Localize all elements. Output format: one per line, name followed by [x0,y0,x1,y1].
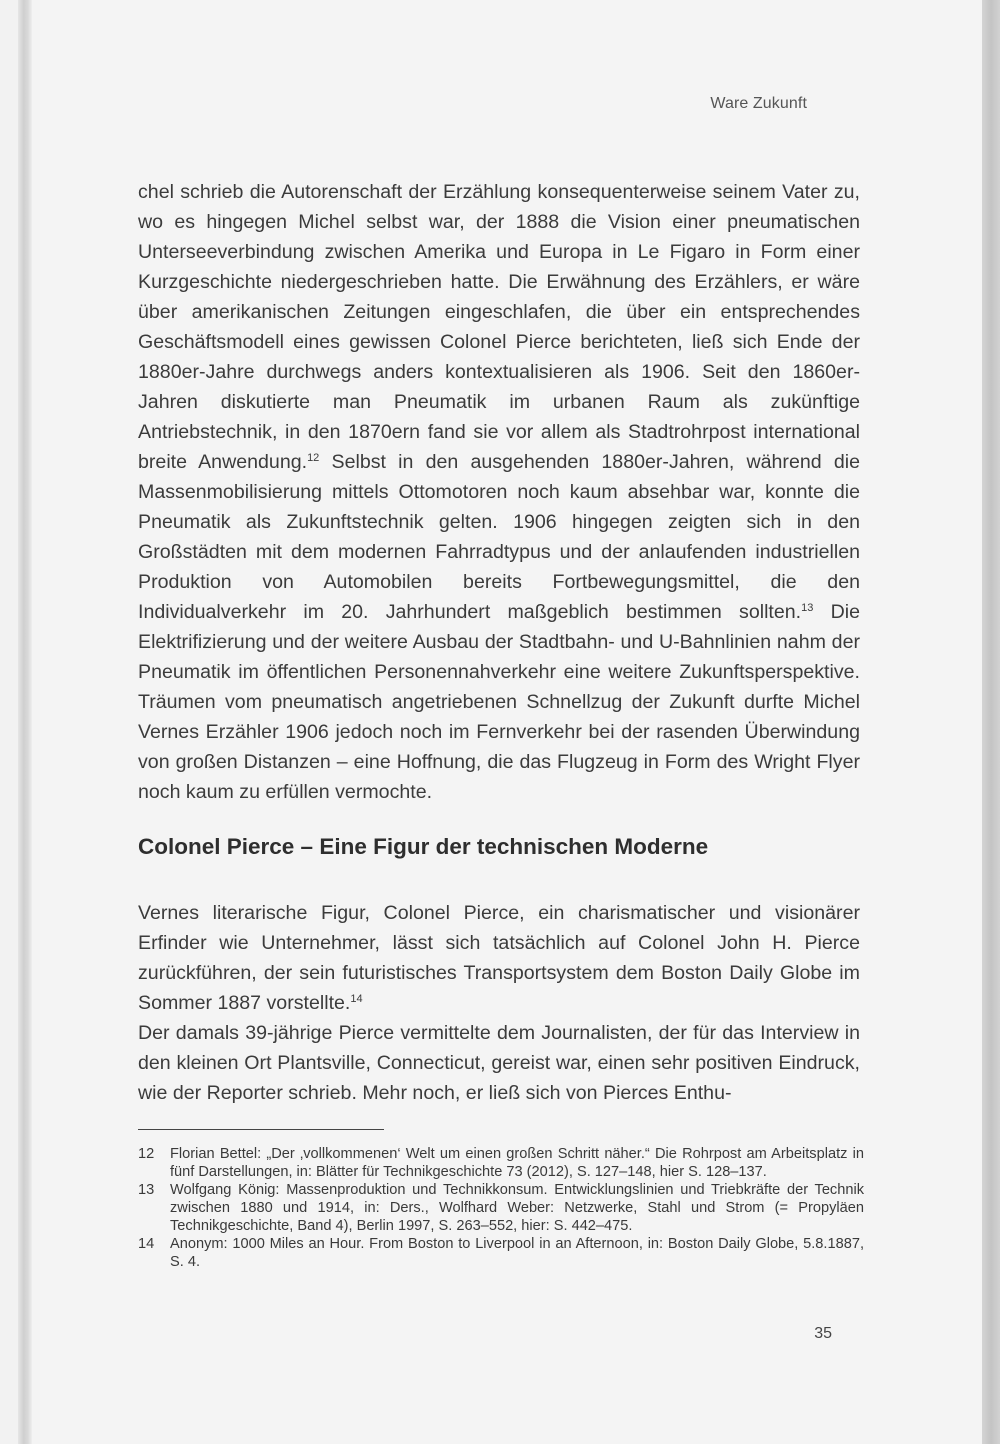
footnote-ref-14[interactable]: 14 [350,993,363,1005]
book-page [32,0,982,1444]
footnote-number: 12 [138,1146,155,1162]
footnotes [138,1145,864,1271]
footnote-ref-13[interactable]: 13 [801,602,814,614]
footnote-12 [138,1145,864,1181]
page-edge-shadow [982,0,1000,1444]
text-segment: Der damals 39-jährige Pierce vermittelte dem Journalisten, der für das Interview in den kleinen Ort Plantsville, Connecticut, gereist war, einen sehr positiven Eindruck, wie der Reporter schrieb. Mehr noch, er ließ sich von Pierces Enthu- [138,1022,860,1104]
footnote-divider [138,1129,384,1130]
footnote-number: 14 [138,1236,155,1252]
footnote-number: 13 [138,1182,155,1198]
text-segment: Vernes literarische Figur, Colonel Pierce, ein charismatischer und visionärer Erfinder wie Unternehmer, lässt sich tatsächlich auf Colonel John H. Pierce zurückführen, der sein futuristisches Transportsystem dem Boston Daily Globe im Sommer 1887 vorstellte. [138,902,860,1014]
text-segment: Selbst in den ausgehenden 1880er-Jahren, während die Massenmobilisierung mittels Ottomotoren noch kaum absehbar war, konnte die Pneumatik als Zukunftstechnik gelten. 1906 hingegen zeigten sich in den Großstädten mit dem modernen Fahrradtypus und der anlaufenden industriellen Produktion von Automobilen bereits Fortbewegungsmittel, die den Individualverkehr im 20. Jahrhundert maßgeblich bestimmen sollten. [138,451,860,623]
page-binding-shadow [18,0,32,1444]
body-paragraph-1 [138,177,860,807]
footnote-text: Wolfgang König: Massenproduktion und Technikkonsum. Entwicklungslinien und Triebkräfte der Technik zwischen 1880 und 1914, in: Ders., Wolfhard Weber: Netzwerke, Stahl und Strom (= Propyläen Technikgeschichte, Band 4), Berlin 1997, S. 263–552, hier: S. 442–475. [170,1182,864,1234]
body-paragraph-2 [138,898,860,1108]
footnote-13 [138,1181,864,1235]
paragraph-text [138,1018,860,1108]
running-head: Ware Zukunft [710,95,807,112]
text-segment: chel schrieb die Autorenschaft der Erzählung konsequenterweise seinem Vater zu, wo es hingegen Michel selbst war, der 1888 die Vision einer pneumatischen Unterseeverbindung zwischen Amerika und Europa in Le Figaro in Form einer Kurzgeschichte niedergeschrieben hatte. Die Erwähnung des Erzählers, er wäre über amerikanischen Zeitungen eingeschlafen, die über ein entsprechendes Geschäftsmodell eines gewissen Colonel Pierce berichteten, ließ sich Ende der 1880er-Jahre durchwegs anders kontextualisieren als 1906. Seit den 1860er-Jahren diskutierte man Pneumatik im urbanen Raum als zukünftige Antriebstechnik, in den 1870ern fand sie vor allem als Stadtrohrpost international breite Anwendung. [138,181,860,473]
text-segment: Die Elektrifizierung und der weitere Ausbau der Stadtbahn- und U-Bahnlinien nahm der Pneumatik im öffentlichen Personennahverkehr eine weitere Zukunftsperspektive. Träumen vom pneumatisch angetriebenen Schnellzug der Zukunft durfte Michel Vernes Erzähler 1906 jedoch noch im Fernverkehr bei der rasenden Überwindung von großen Distanzen – eine Hoffnung, die das Flugzeug in Form des Wright Flyer noch kaum zu erfüllen vermochte. [138,601,860,803]
footnote-text: Florian Bettel: „Der ‚vollkommenen‘ Welt um einen großen Schritt näher.“ Die Rohrpost am Arbeitsplatz in fünf Darstellungen, in: Blätter für Technikgeschichte 73 (2012), S. 127–148, hier S. 128–137. [170,1146,864,1180]
paragraph-text [138,177,860,807]
footnote-14 [138,1235,864,1271]
paragraph-text [138,898,860,1018]
footnote-ref-12[interactable]: 12 [307,452,320,464]
footnote-text: Anonym: 1000 Miles an Hour. From Boston to Liverpool in an Afternoon, in: Boston Daily Globe, 5.8.1887, S. 4. [170,1236,864,1270]
section-heading: Colonel Pierce – Eine Figur der technischen Moderne [138,834,709,859]
page-number: 35 [814,1325,832,1342]
